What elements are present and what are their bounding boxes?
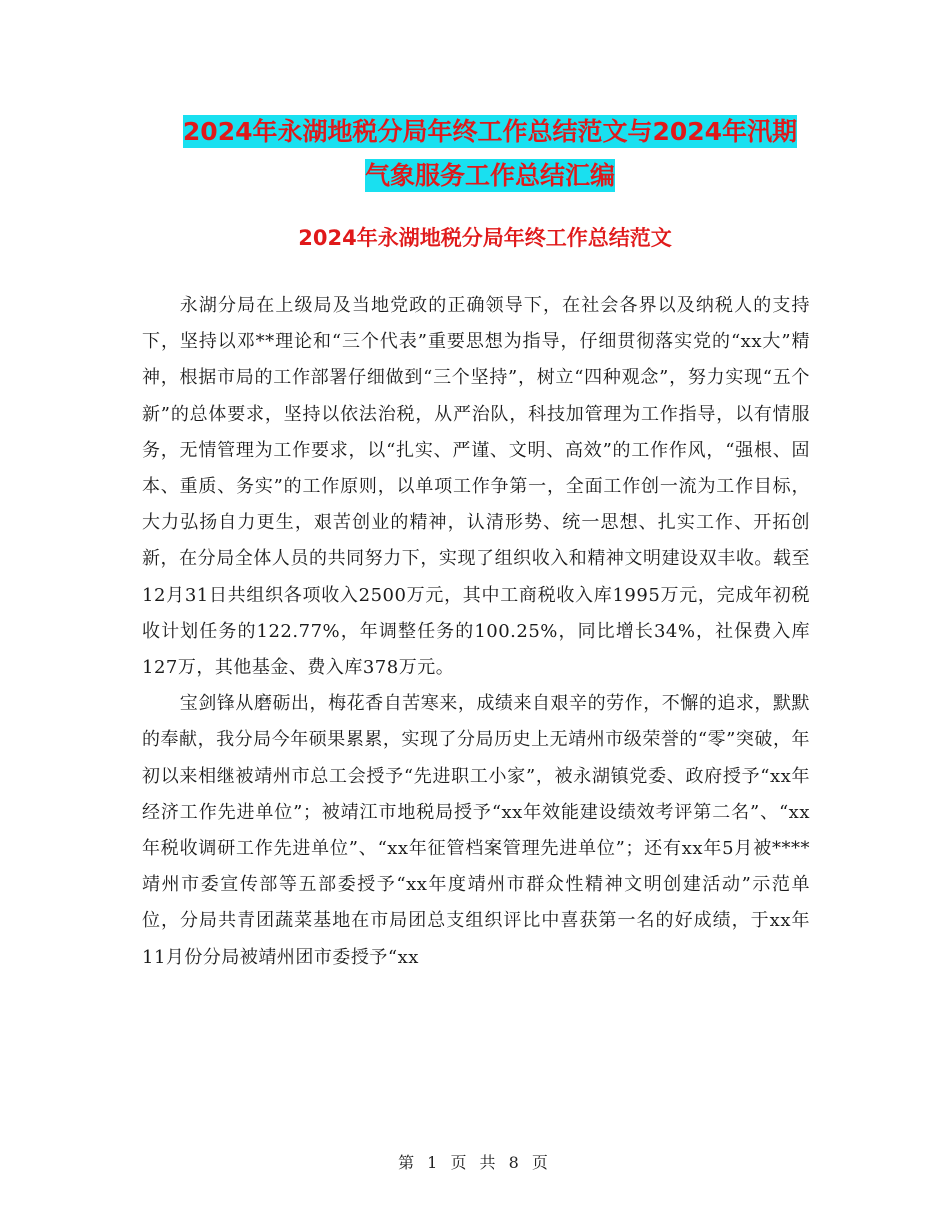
page-footer: 第 1 页 共 8 页 [398, 1153, 552, 1172]
document-title [140, 110, 840, 198]
document-body [142, 288, 810, 976]
section-title: 2024年永湖地税分局年终工作总结范文 [298, 226, 672, 250]
document-title-line2: 气象服务工作总结汇编 [364, 161, 615, 190]
paragraph-1: 永湖分局在上级局及当地党政的正确领导下，在社会各界以及纳税人的支持下，坚持以邓**理论和“三个代表”重要思想为指导，仔细贯彻落实党的“xx大”精神，根据市局的工作部署仔细做到“三个坚持”，树立“四种观念”，努力实现“五个新”的总体要求，坚持以依法治税，从严治队，科技加管理为工作指导，以有情服务，无情管理为工作要求，以“扎实、严谨、文明、高效”的工作作风，“强根、固本、重质、务实”的工作原则，以单项工作争第一，全面工作创一流为工作目标，大力弘扬自力更生，艰苦创业的精神，认清形势、统一思想、扎实工作、开拓创新，在分局全体人员的共同努力下，实现了组织收入和精神文明建设双丰收。载至12月31日共组织各项收入2500万元，其中工商税收入库1995万元，完成年初税收计划任务的122.77%，年调整任务的100.25%，同比增长34%，社保费入库127万，其他基金、费入库378万元。 [142, 295, 810, 679]
document-title-line1: 2024年永湖地税分局年终工作总结范文与2024年汛期 [182, 117, 798, 146]
paragraph-2: 宝剑锋从磨砺出，梅花香自苦寒来，成绩来自艰辛的劳作，不懈的追求，默默的奉献，我分局今年硕果累累，实现了分局历史上无靖州市级荣誉的“零”突破，年初以来相继被靖州市总工会授予“先进职工小家”，被永湖镇党委、政府授予“xx年经济工作先进单位”；被靖江市地税局授予“xx年效能建设绩效考评第二名”、“xx年税收调研工作先进单位”、“xx年征管档案管理先进单位”；还有xx年5月被****靖州市委宣传部等五部委授予“xx年度靖州市群众性精神文明创建活动”示范单位，分局共青团蔬菜基地在市局团总支组织评比中喜获第一名的好成绩，于xx年11月份分局被靖州团市委授予“xx [142, 693, 810, 968]
